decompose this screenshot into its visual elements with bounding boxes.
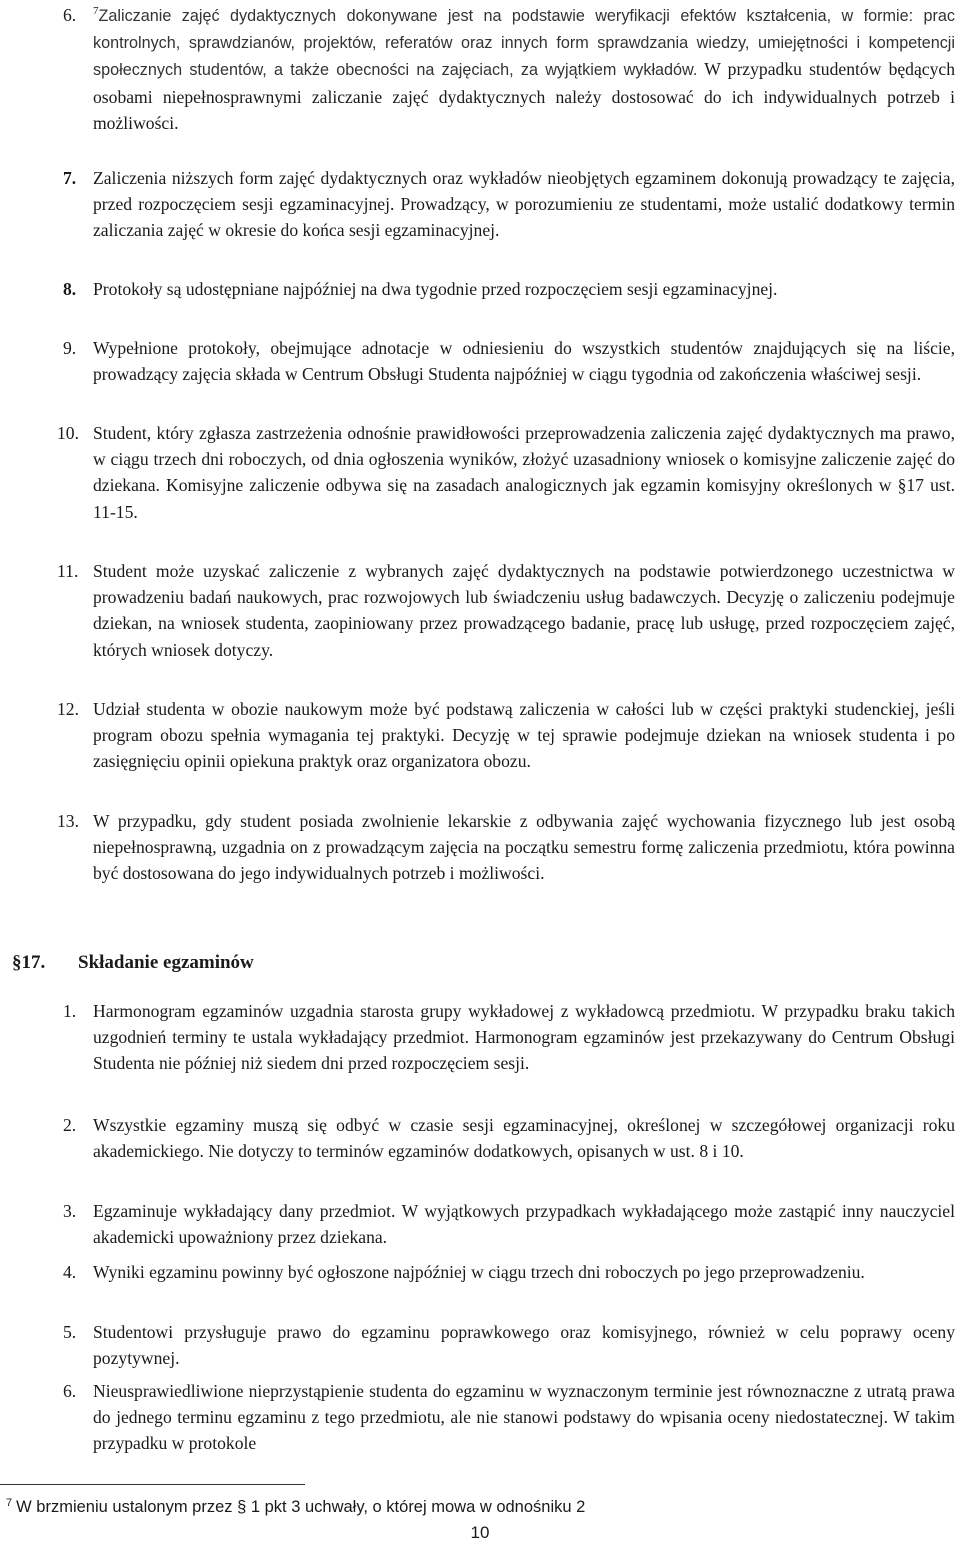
paragraph-text: Zaliczenia niższych form zajęć dydaktycznych oraz wykładów nieobjętych egzaminem dokonują prowadzący te zajęcia, przed rozpoczęciem sesji egzaminacyjnej. Prowadzący, w porozumieniu ze studentami, może ustalić dodatkowy termin zaliczania zajęć w okresie do końca sesji egzaminacyjnej. (93, 168, 955, 241)
paragraph-number: 2. (63, 1115, 77, 1135)
footnote-divider (0, 1484, 305, 1485)
paragraph-text: Student, który zgłasza zastrzeżenia odnośnie prawidłowości przeprowadzenia zaliczenia zajęć dydaktycznych ma prawo, w ciągu trzech dni roboczych, od dnia ogłoszenia wyników, złożyć uzasadniony wniosek o komisyjne zaliczenie zajęć do dziekana. Komisyjne zaliczenie odbywa się na zasadach analogicznych jak egzamin komisyjny określonych w §17 ust. 11-15. (93, 423, 955, 522)
paragraph-text: Zaliczanie zajęć dydaktycznych dokonywane jest na podstawie weryfikacji efektów kształcenia, w formie: prac kontrolnych, sprawdzianów, projektów, referatów oraz innych form sprawdzania wiedzy, umiejętności i kompetencji społecznych studentów, a także obecności na zajęciach, za wyjątkiem wykładów. (93, 7, 955, 80)
paragraph-text: Wyniki egzaminu powinny być ogłoszone najpóźniej w ciągu trzech dni roboczych po jego przeprowadzeniu. (93, 1262, 865, 1282)
paragraph-text: Studentowi przysługuje prawo do egzaminu poprawkowego oraz komisyjnego, również w celu poprawy oceny pozytywnej. (93, 1322, 955, 1369)
paragraph-7 (63, 165, 955, 244)
paragraph-text: Student może uzyskać zaliczenie z wybranych zajęć dydaktycznych na podstawie potwierdzonego uczestnictwa w prowadzeniu badań naukowych, prac rozwojowych lub świadczeniu usług badawczych. Decyzję o zaliczeniu podejmuje dziekan, na wniosek studenta, zaopiniowany przez prowadzącego badanie, pracę lub usługę, przed rozpoczęciem zajęć, których wniosek dotyczy. (93, 561, 955, 660)
paragraph-number: 6. (63, 1381, 77, 1401)
paragraph-11 (57, 558, 955, 663)
paragraph-text: Harmonogram egzaminów uzgadnia starosta grupy wykładowej z wykładowcą przedmiotu. W przypadku braku takich uzgodnień terminy te ustala wykładający przedmiot. Harmonogram egzaminów jest przekazywany do Centrum Obsługi Studenta nie później niż siedem dni przed rozpoczęciem sesji. (93, 1001, 955, 1074)
exam-paragraph-6 (63, 1378, 955, 1457)
paragraph-number: 4. (63, 1262, 77, 1282)
paragraph-8 (63, 276, 955, 302)
paragraph-number: 5. (63, 1322, 77, 1342)
footnote-text: W brzmieniu ustalonym przez § 1 pkt 3 uchwały, o której mowa w odnośniku 2 (16, 1498, 586, 1516)
section-heading (12, 952, 254, 974)
paragraph-text: W przypadku, gdy student posiada zwolnienie lekarskie z odbywania zajęć wychowania fizycznego lub jest osobą niepełnosprawną, uzgadnia on z prowadzącym zajęcia na początku semestru formę zaliczenia przedmiotu, która powinna być dostosowana do jego indywidualnych potrzeb i możliwości. (93, 811, 955, 884)
paragraph-number: 6. (63, 5, 77, 25)
exam-paragraph-5 (63, 1319, 955, 1371)
page-number: 10 (470, 1523, 490, 1542)
exam-paragraph-3 (63, 1198, 955, 1250)
paragraph-number: 8. (63, 279, 77, 299)
paragraph-text: Nieusprawiedliwione nieprzystąpienie studenta do egzaminu w wyznaczonym terminie jest równoznaczne z utratą prawa do jednego terminu egzaminu z tego przedmiotu, ale nie stanowi podstawy do wpisania oceny niedostatecznej. W takim przypadku w protokole (93, 1381, 955, 1454)
paragraph-number: 12. (57, 699, 79, 719)
paragraph-number: 13. (57, 811, 79, 831)
exam-paragraph-4 (63, 1259, 955, 1285)
paragraph-text: Protokoły są udostępniane najpóźniej na dwa tygodnie przed rozpoczęciem sesji egzaminacyjnej. (93, 279, 778, 299)
paragraph-number: 1. (63, 1001, 77, 1021)
paragraph-13 (57, 808, 955, 887)
paragraph-text: W przypadku studentów będących osobami niepełnosprawnymi zaliczanie zajęć dydaktycznych należy dostosować do ich indywidualnych potrzeb i możliwości. (93, 59, 955, 133)
paragraph-text: Egzaminuje wykładający dany przedmiot. W wyjątkowych przypadkach wykładającego może zastąpić inny nauczyciel akademicki upoważniony przez dziekana. (93, 1201, 955, 1248)
paragraph-12 (57, 696, 955, 775)
section-title: Składanie egzaminów (78, 952, 254, 973)
footnote-mark: 7 (6, 1496, 13, 1509)
section-number: §17. (12, 952, 46, 973)
paragraph-text: Wszystkie egzaminy muszą się odbyć w czasie sesji egzaminacyjnej, określonej w szczegółowej organizacji roku akademickiego. Nie dotyczy to terminów egzaminów dodatkowych, opisanych w ust. 8 i 10. (93, 1115, 955, 1162)
paragraph-number: 3. (63, 1201, 77, 1221)
footnote-reference: 7 (93, 5, 99, 18)
paragraph-text: Wypełnione protokoły, obejmujące adnotacje w odniesieniu do wszystkich studentów znajdujących się na liście, prowadzący zajęcia składa w Centrum Obsługi Studenta najpóźniej w ciągu tygodnia od zakończenia właściwej sesji. (93, 338, 955, 385)
paragraph-number: 9. (63, 338, 77, 358)
paragraph-number: 7. (63, 168, 77, 188)
exam-paragraph-1 (63, 998, 955, 1077)
footnote (6, 1498, 585, 1517)
paragraph-9 (63, 335, 955, 387)
paragraph-text: Udział studenta w obozie naukowym może być podstawą zaliczenia w całości lub w części praktyki studenckiej, jeśli program obozu spełnia wymagania tej praktyki. Decyzję w tej sprawie podejmuje dziekan na wniosek studenta i po zasięgnięciu opinii opiekuna praktyk oraz organizatora obozu. (93, 699, 955, 772)
paragraph-number: 10. (57, 423, 79, 443)
exam-paragraph-2 (63, 1112, 955, 1164)
paragraph-10 (57, 420, 955, 525)
paragraph-6 (63, 2, 955, 136)
paragraph-number: 11. (57, 561, 79, 581)
